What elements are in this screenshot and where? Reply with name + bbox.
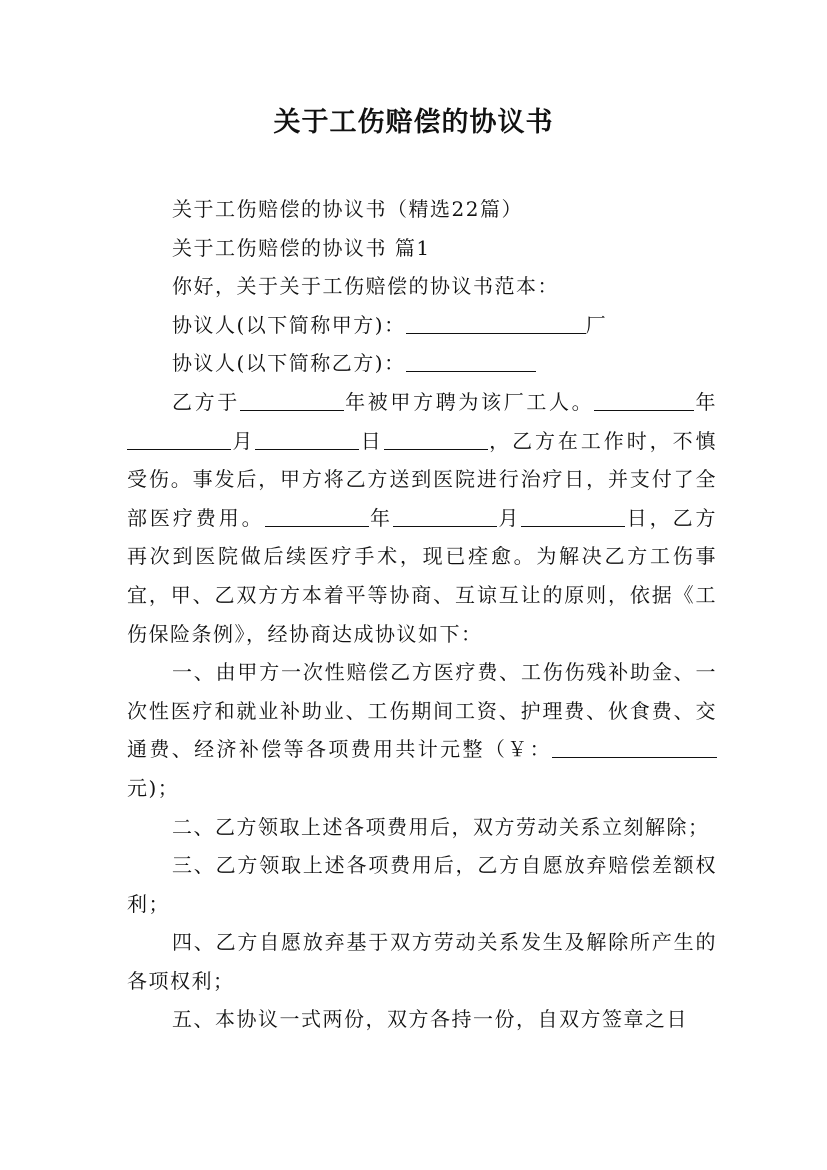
greeting-line: 你好，关于关于工伤赔偿的协议书范本： (172, 274, 559, 299)
party-a-label: 协议人(以下简称甲方)： (172, 312, 406, 337)
incident-text-9: 日，乙方再次到医院做后续医疗手术，现已痊愈。为解决乙方工伤事宜，甲、乙双方方本着平等协商、互谅互让的原则，依据《工伤保险条例》，经协商达成协议如下： (127, 505, 718, 646)
surgery-day-blank (521, 506, 625, 527)
injury-year-blank (594, 390, 694, 411)
incident-text-5: 日 (359, 428, 384, 453)
clause-2: 二、乙方领取上述各项费用后，双方劳动关系立刻解除； (172, 814, 710, 839)
clause-1-text: 一、由甲方一次性赔偿乙方医疗费、工伤伤残补助金、一次性医疗和就业补助业、工伤期间工资、护理费、伙食费、交通费、经济补偿等各项费用共计元整（￥： (127, 660, 717, 762)
clause-4: 四、乙方自愿放弃基于双方劳动关系发生及解除所产生的各项权利； (127, 930, 717, 993)
incident-text-4: 月 (231, 428, 256, 453)
document-body (127, 190, 717, 1039)
party-a-suffix: 厂 (585, 312, 608, 337)
incident-text-6: ，乙方在工作时，不慎受伤。事发后，甲方将乙方送到医院进行治疗日，并支付了全部医疗费用。 (127, 428, 718, 530)
clause-5: 五、本协议一式两份，双方各持一份，自双方签章之日 (172, 1007, 688, 1032)
incident-paragraph (127, 383, 717, 653)
surgery-month-blank (393, 506, 497, 527)
injury-day-blank (255, 429, 359, 450)
surgery-year-blank (265, 506, 369, 527)
clause-1 (127, 653, 717, 807)
party-b-blank (406, 351, 536, 372)
amount-blank (552, 737, 717, 758)
chapter-heading: 关于工伤赔偿的协议书 篇1 (172, 235, 431, 260)
hire-year-blank (240, 390, 344, 411)
party-b-label: 协议人(以下简称乙方)： (172, 351, 406, 376)
incident-text-7: 年 (368, 505, 393, 530)
party-a-line (127, 306, 717, 345)
clause-1-end: 元)； (127, 775, 180, 800)
injury-month-blank (127, 429, 231, 450)
incident-text-2: 年被甲方聘为该厂工人。 (343, 389, 595, 414)
incident-text-8: 月 (496, 505, 522, 530)
party-b-line (127, 344, 717, 383)
incident-text-3: 年 (694, 389, 717, 414)
clause-3: 三、乙方领取上述各项费用后，乙方自愿放弃赔偿差额权利； (127, 853, 717, 916)
party-a-blank (406, 313, 586, 334)
injury-time-blank (384, 429, 488, 450)
incident-text-1: 乙方于 (172, 389, 240, 414)
subtitle-line: 关于工伤赔偿的协议书（精选22篇） (172, 197, 523, 221)
document-title: 关于工伤赔偿的协议书 (273, 107, 554, 138)
